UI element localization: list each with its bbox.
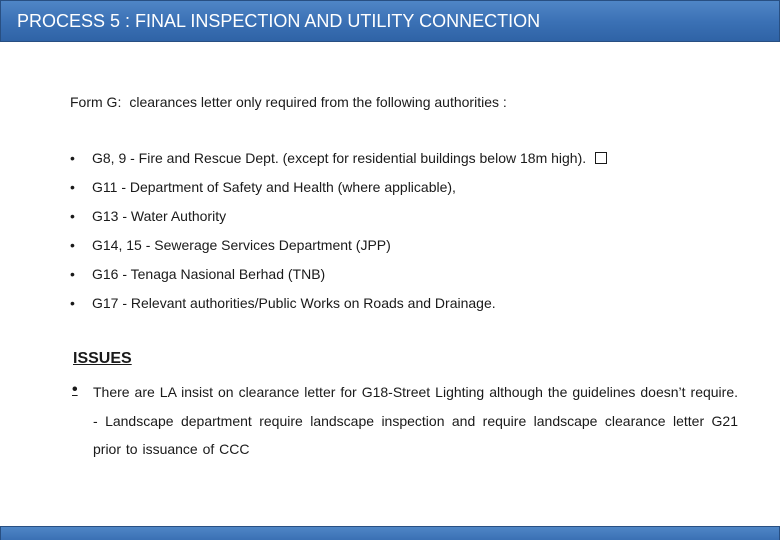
header-bar	[0, 0, 780, 42]
footer-bar	[0, 526, 780, 540]
list-item	[70, 177, 710, 206]
bullet-icon: •	[70, 150, 75, 166]
checkbox-icon	[595, 152, 607, 164]
issue-text: There are LA insist on clearance letter for G18-Street Lighting although the guidelines doesn’t require. - Landscape department require landscape inspection and require landscape clearance letter G21 prior to issuance of CCC	[93, 384, 738, 457]
bullet-icon: •	[70, 208, 75, 224]
list-item-text: G13 - Water Authority	[92, 208, 227, 224]
list-item	[70, 293, 710, 322]
issue-bullet-icon: •	[72, 381, 78, 398]
list-item-text: G11 - Department of Safety and Health (where applicable),	[92, 179, 456, 195]
list-item-text: G14, 15 - Sewerage Services Department (JPP)	[92, 237, 391, 253]
bullet-icon: •	[70, 237, 75, 253]
slide-title: PROCESS 5 : FINAL INSPECTION AND UTILITY CONNECTION	[17, 11, 541, 31]
form-label: Form G:	[70, 94, 122, 110]
list-item	[70, 206, 710, 235]
form-g-line	[70, 93, 507, 111]
list-item-text: G17 - Relevant authorities/Public Works on Roads and Drainage.	[92, 295, 496, 311]
list-item-text: G16 - Tenaga Nasional Berhad (TNB)	[92, 266, 326, 282]
list-item	[70, 264, 710, 293]
list-item-label: G8, 9 - Fire and Rescue Dept. (except for residential buildings below 18m high).	[92, 150, 587, 166]
bullet-icon: •	[70, 179, 75, 195]
list-item	[70, 235, 710, 264]
issues-heading: ISSUES	[73, 350, 132, 367]
list-item-text	[92, 148, 607, 168]
list-item	[70, 148, 710, 177]
bullet-icon: •	[70, 266, 75, 282]
bullet-icon: •	[70, 295, 75, 311]
form-description: clearances letter only required from the following authorities :	[129, 94, 507, 110]
authority-list	[70, 148, 710, 322]
